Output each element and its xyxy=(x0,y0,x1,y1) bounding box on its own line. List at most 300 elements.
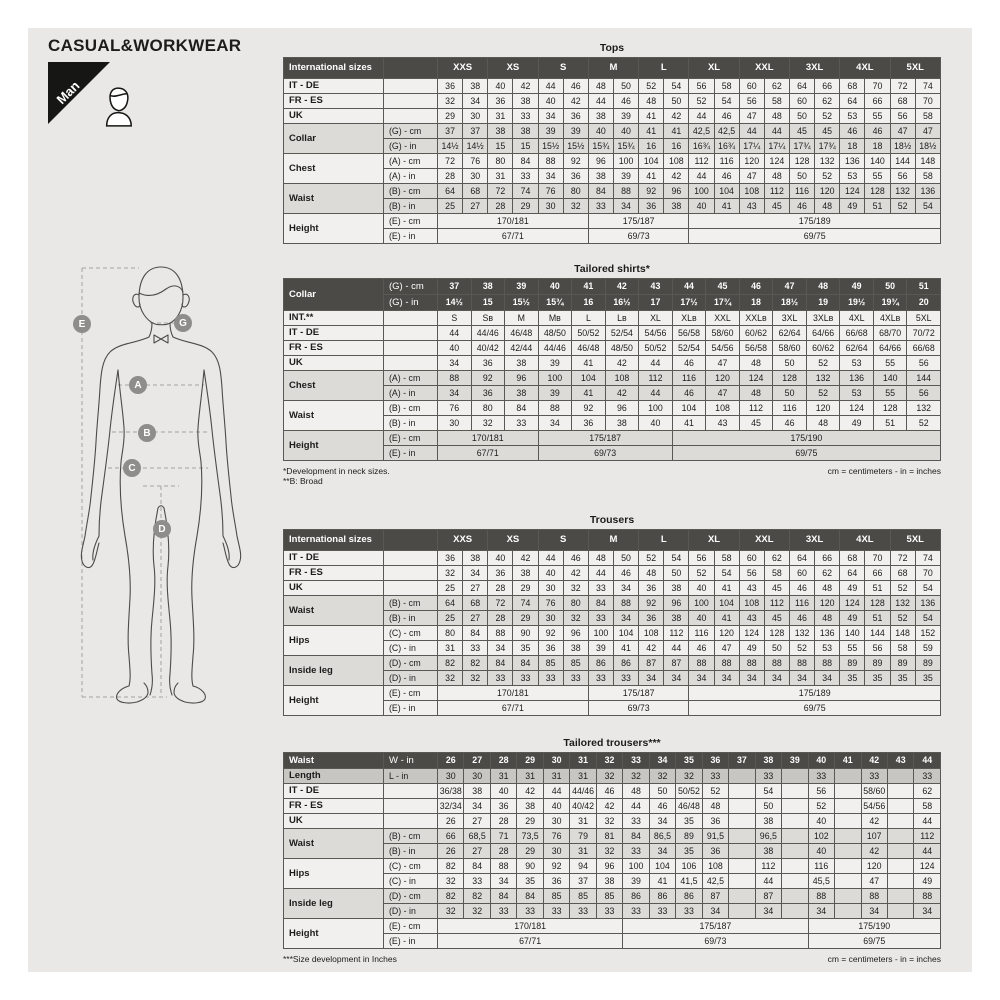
table-cell: 62 xyxy=(764,551,789,566)
size-column-header: M xyxy=(588,530,638,551)
table-cell: 128 xyxy=(865,184,890,199)
table-cell: 34 xyxy=(649,814,675,829)
table-cell: 43 xyxy=(739,611,764,626)
table-cell: 54/56 xyxy=(861,799,887,814)
table-cell: 34 xyxy=(438,356,472,371)
table-cell: 44 xyxy=(588,94,613,109)
table-cell: 40 xyxy=(808,814,834,829)
row-sublabel xyxy=(384,94,438,109)
table-cell: 42,5 xyxy=(689,124,714,139)
table-row xyxy=(284,356,941,371)
table-cell: 30 xyxy=(538,199,563,214)
table-cell: 34 xyxy=(689,671,714,686)
table-cell: 39 xyxy=(782,753,808,769)
table-cell: 31 xyxy=(570,753,596,769)
table-cell: 52 xyxy=(815,169,840,184)
table-cell: 64 xyxy=(840,566,865,581)
table-cell: 32 xyxy=(596,844,622,859)
table-cell: 34 xyxy=(815,671,840,686)
table-cell: 50 xyxy=(789,109,814,124)
table-cell: 49 xyxy=(914,874,941,889)
table-cell: 64 xyxy=(438,596,463,611)
table-cell: 47 xyxy=(739,109,764,124)
size-column-header: 3XL xyxy=(789,58,839,79)
table-cell: 80 xyxy=(563,184,588,199)
table-cell: 44 xyxy=(623,799,649,814)
table-cell: 50 xyxy=(613,551,638,566)
table-cell: 36 xyxy=(639,199,664,214)
measure-label: Height xyxy=(284,214,384,244)
table-row xyxy=(284,889,941,904)
table-cell: 32 xyxy=(438,904,464,919)
table-cell: 92 xyxy=(471,371,505,386)
table-cell: 46 xyxy=(596,784,622,799)
table-cell: 44 xyxy=(664,641,689,656)
table-cell: 47 xyxy=(773,279,807,295)
row-sublabel: (A) - in xyxy=(384,386,438,401)
row-sublabel xyxy=(384,581,438,596)
table-cell: 47 xyxy=(739,169,764,184)
table-cell: 124 xyxy=(739,626,764,641)
table-cell xyxy=(887,844,913,859)
table-cell: 84 xyxy=(517,889,543,904)
table-cell: 84 xyxy=(623,829,649,844)
table-cell: 50 xyxy=(664,566,689,581)
table-cell: 27 xyxy=(464,814,490,829)
table-cell: 34 xyxy=(438,386,472,401)
table-cell: 70 xyxy=(865,551,890,566)
table-cell: 42 xyxy=(605,386,639,401)
table-cell: 81 xyxy=(596,829,622,844)
table-cell: 17½ xyxy=(672,295,706,311)
table-cell: 70/72 xyxy=(907,326,941,341)
table-cell: 43 xyxy=(639,279,673,295)
table-cell: 36 xyxy=(471,386,505,401)
table-cell: 14½ xyxy=(463,139,488,154)
row-sublabel: (B) - cm xyxy=(384,184,438,199)
table-cell: 38 xyxy=(664,581,689,596)
row-sublabel xyxy=(384,551,438,566)
table-cell: 33 xyxy=(623,753,649,769)
table-cell: 38 xyxy=(513,566,538,581)
table-cell: 46 xyxy=(613,566,638,581)
row-sublabel xyxy=(384,311,438,326)
size-column-header: 3XL xyxy=(789,530,839,551)
tailored-shirts-table-section xyxy=(283,263,941,486)
table-cell: 69/73 xyxy=(588,229,689,244)
table-cell: 76 xyxy=(463,154,488,169)
table-cell: 108 xyxy=(739,184,764,199)
table-cell: 64/66 xyxy=(806,326,840,341)
table-cell: 40 xyxy=(808,844,834,859)
table-cell: 132 xyxy=(907,401,941,416)
measure-label: Height xyxy=(284,431,384,461)
table-cell: 48 xyxy=(815,581,840,596)
table-cell: 88 xyxy=(815,656,840,671)
table-cell: 46 xyxy=(739,279,773,295)
table-cell: 56 xyxy=(689,79,714,94)
table-cell: 33 xyxy=(623,904,649,919)
table-cell: 14½ xyxy=(438,139,463,154)
table-cell: 88 xyxy=(914,889,941,904)
table-cell: 17 xyxy=(639,295,673,311)
table-cell: 48 xyxy=(639,94,664,109)
table-cell: 42 xyxy=(664,169,689,184)
table-cell: 54 xyxy=(664,551,689,566)
table-cell: 68 xyxy=(890,566,915,581)
table-cell: 84 xyxy=(588,596,613,611)
table-cell: 104 xyxy=(714,596,739,611)
table-cell xyxy=(729,859,755,874)
table-cell: 70 xyxy=(915,566,940,581)
measure-label: Waist xyxy=(284,401,384,431)
table-cell: 58 xyxy=(890,641,915,656)
table-cell xyxy=(835,769,861,784)
table-cell: 49 xyxy=(840,611,865,626)
table-cell: 32 xyxy=(438,874,464,889)
table-cell: 33 xyxy=(613,671,638,686)
table-cell xyxy=(887,769,913,784)
table-cell: 41 xyxy=(714,581,739,596)
table-row xyxy=(284,919,941,934)
table-cell: 33 xyxy=(755,769,781,784)
table-cell: 33 xyxy=(505,416,539,431)
table-cell: 41 xyxy=(714,199,739,214)
table-cell: 29 xyxy=(517,753,543,769)
table-cell: 15 xyxy=(471,295,505,311)
measure-badge-A: A xyxy=(129,376,147,394)
table-cell: 48 xyxy=(639,566,664,581)
table-cell: 120 xyxy=(861,859,887,874)
table-cell: 89 xyxy=(840,656,865,671)
table-cell: 56 xyxy=(890,109,915,124)
length-row xyxy=(284,769,941,784)
table-cell: 30 xyxy=(543,844,569,859)
table-cell: 60/62 xyxy=(739,326,773,341)
table-cell: 56 xyxy=(890,169,915,184)
table-cell: 53 xyxy=(840,356,874,371)
table-cell xyxy=(782,829,808,844)
table-cell: 58 xyxy=(914,799,941,814)
table-cell: 38 xyxy=(463,551,488,566)
row-label: FR - ES xyxy=(284,341,384,356)
footnote-units: cm = centimeters - in = inches xyxy=(827,954,941,964)
table-cell: 33 xyxy=(588,671,613,686)
table-cell: 27 xyxy=(464,844,490,859)
size-column-header: L xyxy=(639,58,689,79)
size-column-header: 4XL xyxy=(840,58,890,79)
column-header-spacer xyxy=(384,58,438,79)
table-cell xyxy=(835,814,861,829)
table-cell: 84 xyxy=(505,401,539,416)
table-cell: 87 xyxy=(664,656,689,671)
table-cell: 140 xyxy=(840,626,865,641)
table-cell: 32 xyxy=(563,199,588,214)
table-cell: 33 xyxy=(570,904,596,919)
table-cell: 52 xyxy=(806,386,840,401)
table-cell: 88 xyxy=(490,859,516,874)
brand-title: CASUAL&WORKWEAR xyxy=(48,36,242,55)
table-cell: 85 xyxy=(570,889,596,904)
table-row xyxy=(284,154,941,169)
measure-badge-E: E xyxy=(73,315,91,333)
row-sublabel: (E) - in xyxy=(384,934,438,949)
table-cell: 28 xyxy=(488,199,513,214)
table-cell: 136 xyxy=(815,626,840,641)
table-cell: 33 xyxy=(490,904,516,919)
table-cell: S xyxy=(438,311,472,326)
table-cell: 38 xyxy=(563,641,588,656)
table-cell: 35 xyxy=(890,671,915,686)
table-cell: 44/46 xyxy=(538,341,572,356)
table-cell: 48 xyxy=(588,551,613,566)
size-column-header: XXL xyxy=(739,58,789,79)
table-cell: 69/75 xyxy=(808,934,940,949)
row-sublabel xyxy=(384,79,438,94)
table-cell: 54 xyxy=(915,611,940,626)
table-cell: 84 xyxy=(490,889,516,904)
table-cell: Lʙ xyxy=(605,311,639,326)
table-cell: 87 xyxy=(755,889,781,904)
table-cell: 56 xyxy=(689,551,714,566)
table-cell: 35 xyxy=(517,874,543,889)
table-cell xyxy=(835,829,861,844)
table-cell: 33 xyxy=(513,109,538,124)
table-cell: 56/58 xyxy=(739,341,773,356)
table-cell: 51 xyxy=(865,199,890,214)
table-cell: 89 xyxy=(676,829,702,844)
table-cell: 90 xyxy=(513,626,538,641)
table-cell: 53 xyxy=(815,641,840,656)
measure-label: Height xyxy=(284,919,384,949)
table-cell: 86 xyxy=(649,889,675,904)
table-cell: 31 xyxy=(438,641,463,656)
row-label: Length xyxy=(284,769,384,784)
table-cell: 50 xyxy=(764,641,789,656)
table-cell: 128 xyxy=(865,596,890,611)
table-cell: 41 xyxy=(835,753,861,769)
table-cell: 48 xyxy=(764,169,789,184)
table-cell: 40 xyxy=(808,753,834,769)
row-sublabel xyxy=(384,784,438,799)
table-cell: 92 xyxy=(563,154,588,169)
table-cell: 52 xyxy=(689,566,714,581)
table-cell: 175/190 xyxy=(672,431,940,446)
table-cell: 96 xyxy=(563,626,588,641)
table-cell: 76 xyxy=(538,596,563,611)
footnote-left xyxy=(283,466,390,486)
table-cell: 89 xyxy=(915,656,940,671)
table-cell: 175/187 xyxy=(623,919,808,934)
table-cell: 29 xyxy=(513,199,538,214)
table-cell: 58 xyxy=(764,566,789,581)
table-cell: 89 xyxy=(890,656,915,671)
row-sublabel: (B) - in xyxy=(384,416,438,431)
table-cell: 71 xyxy=(490,829,516,844)
table-cell: 68 xyxy=(840,79,865,94)
table-cell: 16 xyxy=(639,139,664,154)
size-column-header: XXL xyxy=(739,530,789,551)
table-cell: 29 xyxy=(438,109,463,124)
table-cell: 88 xyxy=(613,184,638,199)
table-cell: 112 xyxy=(639,371,673,386)
table-cell: 45 xyxy=(764,581,789,596)
table-cell: 100 xyxy=(689,596,714,611)
table-cell: 36 xyxy=(490,799,516,814)
table-cell: 29 xyxy=(513,581,538,596)
table-cell: 100 xyxy=(639,401,673,416)
table-cell: 26 xyxy=(438,753,464,769)
table-cell: 34 xyxy=(649,753,675,769)
measure-label: Hips xyxy=(284,626,384,656)
table-cell: 64 xyxy=(438,184,463,199)
table-cell: 175/189 xyxy=(689,686,941,701)
table-cell: 170/181 xyxy=(438,431,539,446)
table-cell: 46 xyxy=(563,551,588,566)
table-cell: 66 xyxy=(865,94,890,109)
table-cell: 79 xyxy=(570,829,596,844)
table-cell: 38 xyxy=(755,753,781,769)
table-cell: 37 xyxy=(729,753,755,769)
table-cell: 18½ xyxy=(890,139,915,154)
table-cell: 31 xyxy=(570,769,596,784)
size-column-header: S xyxy=(538,530,588,551)
shirts-table xyxy=(283,278,941,461)
table-cell xyxy=(729,799,755,814)
table-cell: 52 xyxy=(808,799,834,814)
row-sublabel: (C) - cm xyxy=(384,626,438,641)
table-cell: L xyxy=(572,311,606,326)
table-cell: 41,5 xyxy=(676,874,702,889)
table-cell: 36 xyxy=(538,641,563,656)
table-cell: 16¾ xyxy=(714,139,739,154)
table-cell: 38 xyxy=(755,844,781,859)
table-cell: 144 xyxy=(890,154,915,169)
table-cell: 64/66 xyxy=(873,341,907,356)
table-cell: 36 xyxy=(488,566,513,581)
table-cell: 33 xyxy=(563,671,588,686)
footnote-left xyxy=(283,954,397,964)
table-cell: 38 xyxy=(664,611,689,626)
table-cell: 30 xyxy=(543,753,569,769)
table-cell: 124 xyxy=(914,859,941,874)
table-row xyxy=(284,311,941,326)
table-cell: 42,5 xyxy=(702,874,728,889)
table-cell: 175/189 xyxy=(689,214,941,229)
table-cell: 29 xyxy=(513,611,538,626)
table-cell: 56 xyxy=(865,641,890,656)
table-cell: 38 xyxy=(755,814,781,829)
table-cell: M xyxy=(505,311,539,326)
table-cell: 69/75 xyxy=(672,446,940,461)
table-cell: 128 xyxy=(764,626,789,641)
table-cell xyxy=(729,814,755,829)
table-cell: 42 xyxy=(513,79,538,94)
table-cell: 88 xyxy=(861,889,887,904)
table-cell xyxy=(835,844,861,859)
table-cell: 49 xyxy=(739,641,764,656)
row-label: UK xyxy=(284,356,384,371)
table-cell: 47 xyxy=(915,124,940,139)
table-cell: 31 xyxy=(490,769,516,784)
row-sublabel: (B) - cm xyxy=(384,401,438,416)
table-cell: 52 xyxy=(907,416,941,431)
row-sublabel: (E) - cm xyxy=(384,686,438,701)
table-cell: 43 xyxy=(887,753,913,769)
header-row xyxy=(284,530,941,551)
table-cell: 120 xyxy=(815,596,840,611)
table-cell: 88 xyxy=(689,656,714,671)
table-cell: 41 xyxy=(672,416,706,431)
table-cell: 32 xyxy=(464,904,490,919)
table-cell: 124 xyxy=(840,596,865,611)
table-cell: 68 xyxy=(840,551,865,566)
table-cell: 86 xyxy=(588,656,613,671)
row-label: IT - DE xyxy=(284,784,384,799)
table-cell: 15½ xyxy=(538,139,563,154)
table-cell: 15¾ xyxy=(588,139,613,154)
table-row xyxy=(284,341,941,356)
footnote-line: *Development in neck sizes. xyxy=(283,466,390,476)
table-cell: 38 xyxy=(664,199,689,214)
table-cell: 124 xyxy=(764,154,789,169)
table-cell: 100 xyxy=(689,184,714,199)
table-cell: 34 xyxy=(764,671,789,686)
table-cell: 94 xyxy=(570,859,596,874)
table-cell: 41 xyxy=(639,124,664,139)
table-cell: 104 xyxy=(714,184,739,199)
table-cell: 34 xyxy=(861,904,887,919)
table-cell: 38 xyxy=(464,784,490,799)
table-cell: 46 xyxy=(563,79,588,94)
table-cell: 52 xyxy=(639,79,664,94)
table-cell: 32 xyxy=(596,814,622,829)
man-badge-label: Man xyxy=(53,78,83,107)
row-label: UK xyxy=(284,581,384,596)
table-cell: 33 xyxy=(702,769,728,784)
table-cell: 36 xyxy=(471,356,505,371)
table-row xyxy=(284,566,941,581)
column-subheader: W - in xyxy=(384,753,438,769)
table-row xyxy=(284,94,941,109)
table-cell: 30 xyxy=(463,169,488,184)
row-sublabel: (C) - in xyxy=(384,874,438,889)
table-cell: 50 xyxy=(664,94,689,109)
table-cell: 72 xyxy=(488,184,513,199)
table-cell xyxy=(729,784,755,799)
table-cell: 70 xyxy=(915,94,940,109)
size-column-header: XS xyxy=(488,530,538,551)
table-cell: 38 xyxy=(471,279,505,295)
table-cell: 59 xyxy=(915,641,940,656)
table-cell xyxy=(835,799,861,814)
table-cell: 42 xyxy=(517,784,543,799)
table-cell: 40 xyxy=(689,611,714,626)
table-cell: 88 xyxy=(613,596,638,611)
table-cell xyxy=(887,829,913,844)
table-cell: 49 xyxy=(840,416,874,431)
row-sublabel xyxy=(384,814,438,829)
table-cell: 38 xyxy=(513,124,538,139)
man-bust-icon xyxy=(101,85,135,129)
table-cell: 116 xyxy=(808,859,834,874)
table-cell: 39 xyxy=(563,124,588,139)
column-header: International sizes xyxy=(284,58,384,79)
table-cell: 42 xyxy=(605,356,639,371)
table-cell: 34 xyxy=(490,874,516,889)
table-cell: 5XL xyxy=(907,311,941,326)
trousers-title: Trousers xyxy=(589,514,635,526)
